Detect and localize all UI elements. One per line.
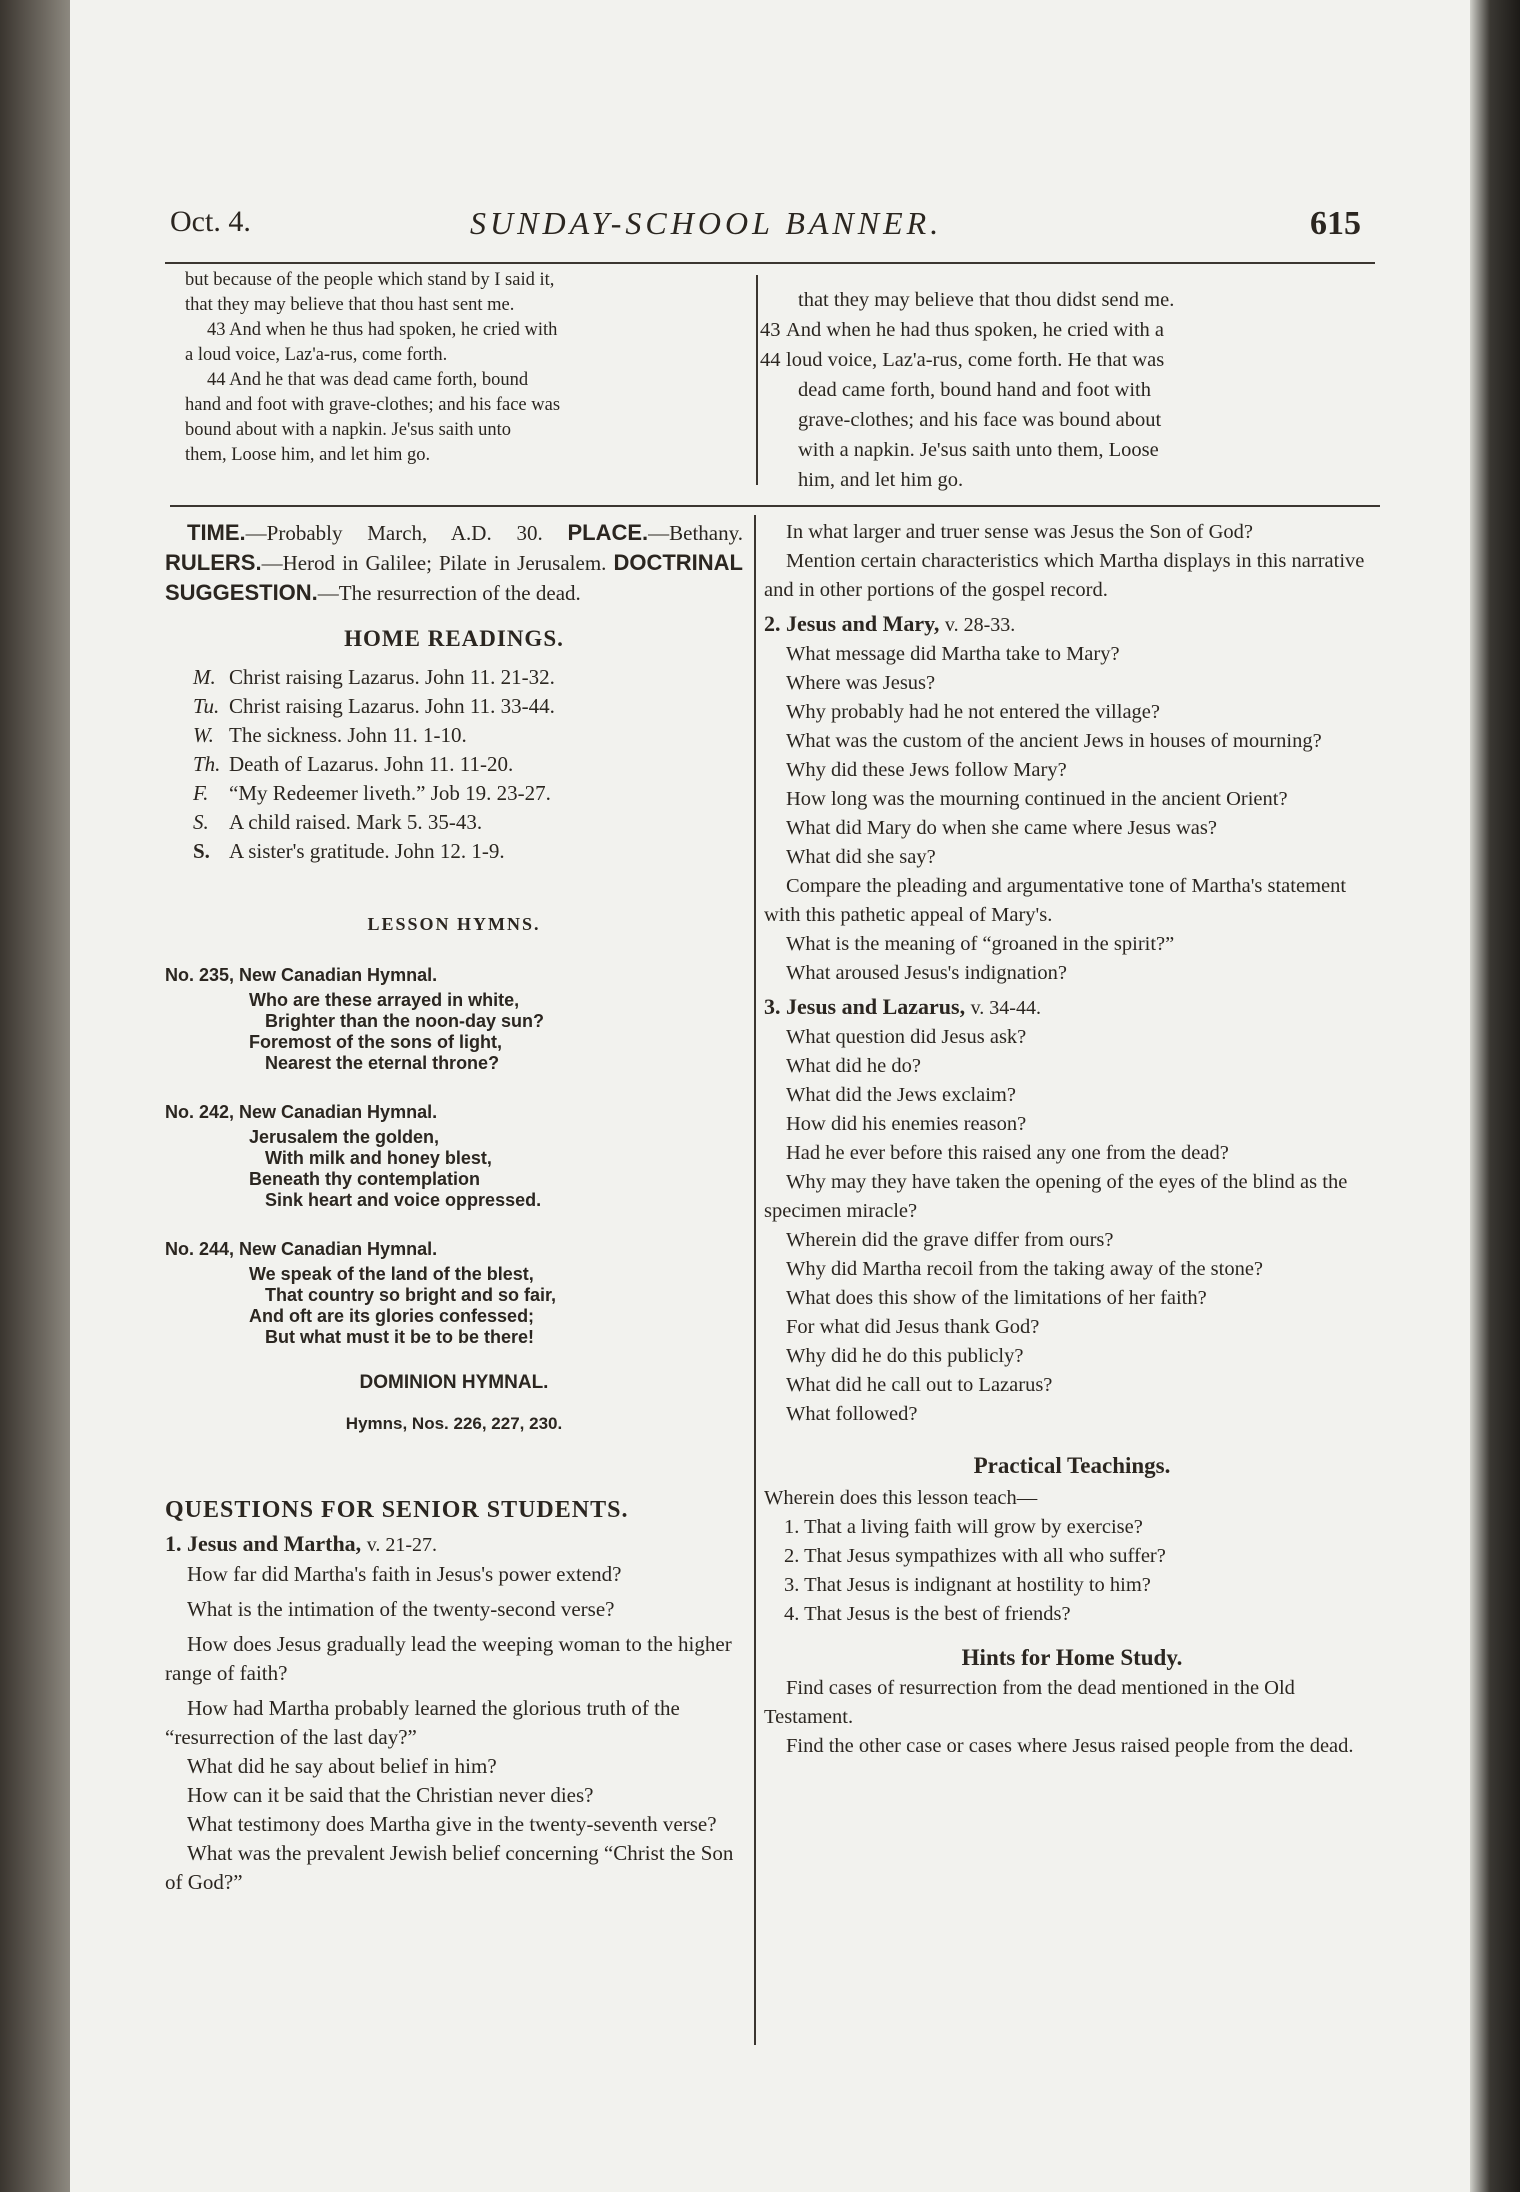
hymn-line: Nearest the eternal throne? bbox=[265, 1053, 500, 1073]
hymn-line: Sink heart and voice oppressed. bbox=[265, 1190, 542, 1210]
doctrinal-text: —The resurrection of the dead. bbox=[317, 581, 581, 605]
column-divider-top bbox=[756, 275, 758, 485]
reading-day: S. bbox=[193, 839, 210, 863]
hints-title: Hints for Home Study. bbox=[961, 1645, 1183, 1670]
practical-item: 4. That Jesus is the best of friends? bbox=[784, 1603, 1071, 1625]
rulers-label: RULERS. bbox=[165, 550, 262, 575]
question: What question did Jesus ask? bbox=[786, 1026, 1027, 1048]
reading-day: S. bbox=[193, 810, 209, 834]
verse-43: 43 And when he thus had spoken, he cried with bbox=[207, 320, 558, 340]
time-label: TIME. bbox=[187, 520, 246, 545]
question: How does Jesus gradually lead the weeping woman to the higher range of faith? bbox=[165, 1632, 732, 1685]
hymn-line: Brighter than the noon-day sun? bbox=[265, 1011, 544, 1031]
practical-item: 2. That Jesus sympathizes with all who suffer? bbox=[784, 1545, 1166, 1567]
page bbox=[70, 0, 1470, 2192]
hymn-number: No. 244, New Canadian Hymnal. bbox=[165, 1239, 438, 1259]
question: What testimony does Martha give in the twenty-seventh verse? bbox=[187, 1812, 717, 1836]
verse-line: grave-clothes; and his face was bound about bbox=[798, 409, 1162, 431]
place-text: —Bethany. bbox=[648, 521, 744, 545]
hymn bbox=[165, 1098, 743, 1211]
question: Where was Jesus? bbox=[786, 672, 936, 694]
verse-line: that they may believe that thou hast sent me. bbox=[185, 295, 515, 315]
reading-item bbox=[165, 837, 743, 866]
verse-number: 44 bbox=[760, 349, 781, 371]
reading-item bbox=[165, 721, 743, 750]
verse-44: 44 And he that was dead came forth, bound bbox=[207, 370, 529, 390]
reading-day: M. bbox=[193, 665, 216, 689]
question: What followed? bbox=[786, 1403, 918, 1425]
verse-line: that they may believe that thou didst send me. bbox=[798, 289, 1175, 311]
question: How did his enemies reason? bbox=[786, 1113, 1027, 1135]
section-ref: v. 28-33. bbox=[944, 614, 1016, 636]
question: How can it be said that the Christian never dies? bbox=[187, 1783, 594, 1807]
verse-number: 43 bbox=[760, 319, 781, 341]
question: What was the prevalent Jewish belief concerning “Christ the Son of God?” bbox=[165, 1841, 734, 1894]
header-title: SUNDAY-SCHOOL BANNER. bbox=[470, 205, 943, 241]
reading-item bbox=[165, 750, 743, 779]
hymn-line: With milk and honey blest, bbox=[265, 1148, 492, 1168]
question: Wherein did the grave differ from ours? bbox=[786, 1229, 1114, 1251]
question: How far did Martha's faith in Jesus's power extend? bbox=[187, 1562, 622, 1586]
hymn-line: Foremost of the sons of light, bbox=[249, 1032, 502, 1052]
top-left-verses bbox=[185, 268, 795, 468]
section-1-heading bbox=[165, 1529, 743, 1560]
question: What aroused Jesus's indignation? bbox=[786, 962, 1067, 984]
question: What did he do? bbox=[786, 1055, 921, 1077]
section-3-heading bbox=[764, 992, 1380, 1023]
question: Why did he do this publicly? bbox=[786, 1345, 1024, 1367]
reading-text: Death of Lazarus. John 11. 11-20. bbox=[229, 752, 514, 776]
hymn-line: But what must it be to be there! bbox=[265, 1327, 535, 1347]
question: What does this show of the limitations of her faith? bbox=[786, 1287, 1207, 1309]
verse-line: them, Loose him, and let him go. bbox=[185, 445, 431, 465]
dominion-title: DOMINION HYMNAL. bbox=[359, 1372, 549, 1393]
practical-title: Practical Teachings. bbox=[973, 1453, 1171, 1478]
hymn bbox=[165, 1235, 743, 1348]
reading-text: Christ raising Lazarus. John 11. 21-32. bbox=[229, 665, 555, 689]
practical-item: 3. That Jesus is indignant at hostility to him? bbox=[784, 1574, 1151, 1596]
question: What was the custom of the ancient Jews in houses of mourning? bbox=[786, 730, 1322, 752]
question: What is the intimation of the twenty-second verse? bbox=[187, 1597, 615, 1621]
question: What message did Martha take to Mary? bbox=[786, 643, 1120, 665]
verse-line: with a napkin. Je'sus saith unto them, Loose bbox=[798, 439, 1159, 461]
reading-day: Th. bbox=[193, 752, 221, 776]
verse-line: but because of the people which stand by I said it, bbox=[185, 270, 555, 290]
verse-line: dead came forth, bound hand and foot with bbox=[798, 379, 1151, 401]
hints-paragraph: Find the other case or cases where Jesus raised people from the dead. bbox=[786, 1735, 1354, 1757]
question: Why did these Jews follow Mary? bbox=[786, 759, 1067, 781]
left-column bbox=[165, 518, 743, 1897]
question: How long was the mourning continued in the ancient Orient? bbox=[786, 788, 1288, 810]
question: Why probably had he not entered the village? bbox=[786, 701, 1160, 723]
header-date: Oct. 4. bbox=[170, 205, 251, 238]
verse-line: bound about with a napkin. Je'sus saith unto bbox=[185, 420, 512, 440]
reading-day: F. bbox=[193, 781, 209, 805]
reading-item bbox=[165, 663, 743, 692]
verse-line: a loud voice, Laz'a-rus, come forth. bbox=[185, 345, 448, 365]
header-page-number: 615 bbox=[1310, 205, 1361, 242]
page-edge bbox=[1470, 0, 1520, 2192]
question: What did he call out to Lazarus? bbox=[786, 1374, 1053, 1396]
question: Why did Martha recoil from the taking away of the stone? bbox=[786, 1258, 1264, 1280]
section-ref: v. 34-44. bbox=[970, 997, 1041, 1019]
reading-day: Tu. bbox=[193, 694, 220, 718]
reading-item bbox=[165, 692, 743, 721]
question: What did he say about belief in him? bbox=[187, 1754, 497, 1778]
book-spine bbox=[0, 0, 70, 2192]
section-rule bbox=[170, 505, 1380, 507]
question: Had he ever before this raised any one from the dead? bbox=[786, 1142, 1229, 1164]
reading-text: Christ raising Lazarus. John 11. 33-44. bbox=[229, 694, 555, 718]
question: What did the Jews exclaim? bbox=[786, 1084, 1016, 1106]
reading-text: A child raised. Mark 5. 35-43. bbox=[229, 810, 483, 834]
dominion-text: Hymns, Nos. 226, 227, 230. bbox=[345, 1414, 563, 1433]
header-rule bbox=[165, 262, 1375, 264]
hints-paragraph: Find cases of resurrection from the dead mentioned in the Old Testament. bbox=[764, 1677, 1295, 1728]
reading-text: A sister's gratitude. John 12. 1-9. bbox=[229, 839, 505, 863]
doctrinal-label: DOCTRINAL SUGGESTION. bbox=[165, 550, 743, 605]
hymn-number: No. 242, New Canadian Hymnal. bbox=[165, 1102, 438, 1122]
verse-line: hand and foot with grave-clothes; and his face was bbox=[185, 395, 561, 415]
hymn-line: That country so bright and so fair, bbox=[265, 1285, 557, 1305]
intro-paragraph bbox=[165, 518, 743, 608]
hymn-line: Jerusalem the golden, bbox=[249, 1127, 440, 1147]
section-title: 1. Jesus and Martha, bbox=[165, 1531, 362, 1556]
reading-item bbox=[165, 779, 743, 808]
practical-intro: Wherein does this lesson teach— bbox=[764, 1487, 1038, 1509]
question: What is the meaning of “groaned in the spirit?” bbox=[786, 933, 1175, 955]
section-2-heading bbox=[764, 609, 1380, 640]
reading-text: The sickness. John 11. 1-10. bbox=[229, 723, 467, 747]
section-ref: v. 21-27. bbox=[366, 1534, 438, 1556]
practical-item: 1. That a living faith will grow by exercise? bbox=[784, 1516, 1143, 1538]
reading-text: “My Redeemer liveth.” Job 19. 23-27. bbox=[229, 781, 551, 805]
question: Why may they have taken the opening of the eyes of the blind as the specimen miracle? bbox=[764, 1171, 1348, 1222]
question: For what did Jesus thank God? bbox=[786, 1316, 1040, 1338]
home-readings-list bbox=[165, 663, 743, 866]
right-column bbox=[764, 518, 1380, 1761]
time-text: —Probably March, A.D. 30. bbox=[245, 521, 543, 545]
questions-title: QUESTIONS FOR SENIOR STUDENTS. bbox=[165, 1497, 629, 1523]
reading-day: W. bbox=[193, 723, 214, 747]
home-readings-title: HOME READINGS. bbox=[344, 626, 564, 651]
question: Compare the pleading and argumentative tone of Martha's statement with this pathetic appeal of Mary's. bbox=[764, 875, 1347, 926]
hymn-line: Beneath thy contemplation bbox=[249, 1169, 481, 1189]
rulers-text: —Herod in Galilee; Pilate in Jerusalem. bbox=[261, 551, 607, 575]
hymn-line: And oft are its glories confessed; bbox=[249, 1306, 535, 1326]
verse-line: loud voice, Laz'a-rus, come forth. He that was bbox=[786, 349, 1165, 371]
place-label: PLACE. bbox=[567, 520, 649, 545]
question: Mention certain characteristics which Martha displays in this narrative and in other portions of the gospel record. bbox=[764, 550, 1365, 601]
hymn-line: We speak of the land of the blest, bbox=[249, 1264, 534, 1284]
section-title: 2. Jesus and Mary, bbox=[764, 611, 940, 636]
question: What did she say? bbox=[786, 846, 936, 868]
question: In what larger and truer sense was Jesus the Son of God? bbox=[786, 521, 1254, 543]
column-divider bbox=[754, 515, 756, 2045]
question: What did Mary do when she came where Jesus was? bbox=[786, 817, 1217, 839]
lesson-hymns-title: LESSON HYMNS. bbox=[367, 914, 541, 934]
section-title: 3. Jesus and Lazarus, bbox=[764, 994, 966, 1019]
reading-item bbox=[165, 808, 743, 837]
top-right-verses bbox=[760, 285, 1380, 495]
verse-line: And when he had thus spoken, he cried with a bbox=[786, 319, 1165, 341]
hymn-line: Who are these arrayed in white, bbox=[249, 990, 520, 1010]
hymn-number: No. 235, New Canadian Hymnal. bbox=[165, 965, 438, 985]
question: How had Martha probably learned the glorious truth of the “resurrection of the last day?” bbox=[165, 1696, 680, 1749]
hymn bbox=[165, 961, 743, 1074]
verse-line: him, and let him go. bbox=[798, 469, 964, 491]
